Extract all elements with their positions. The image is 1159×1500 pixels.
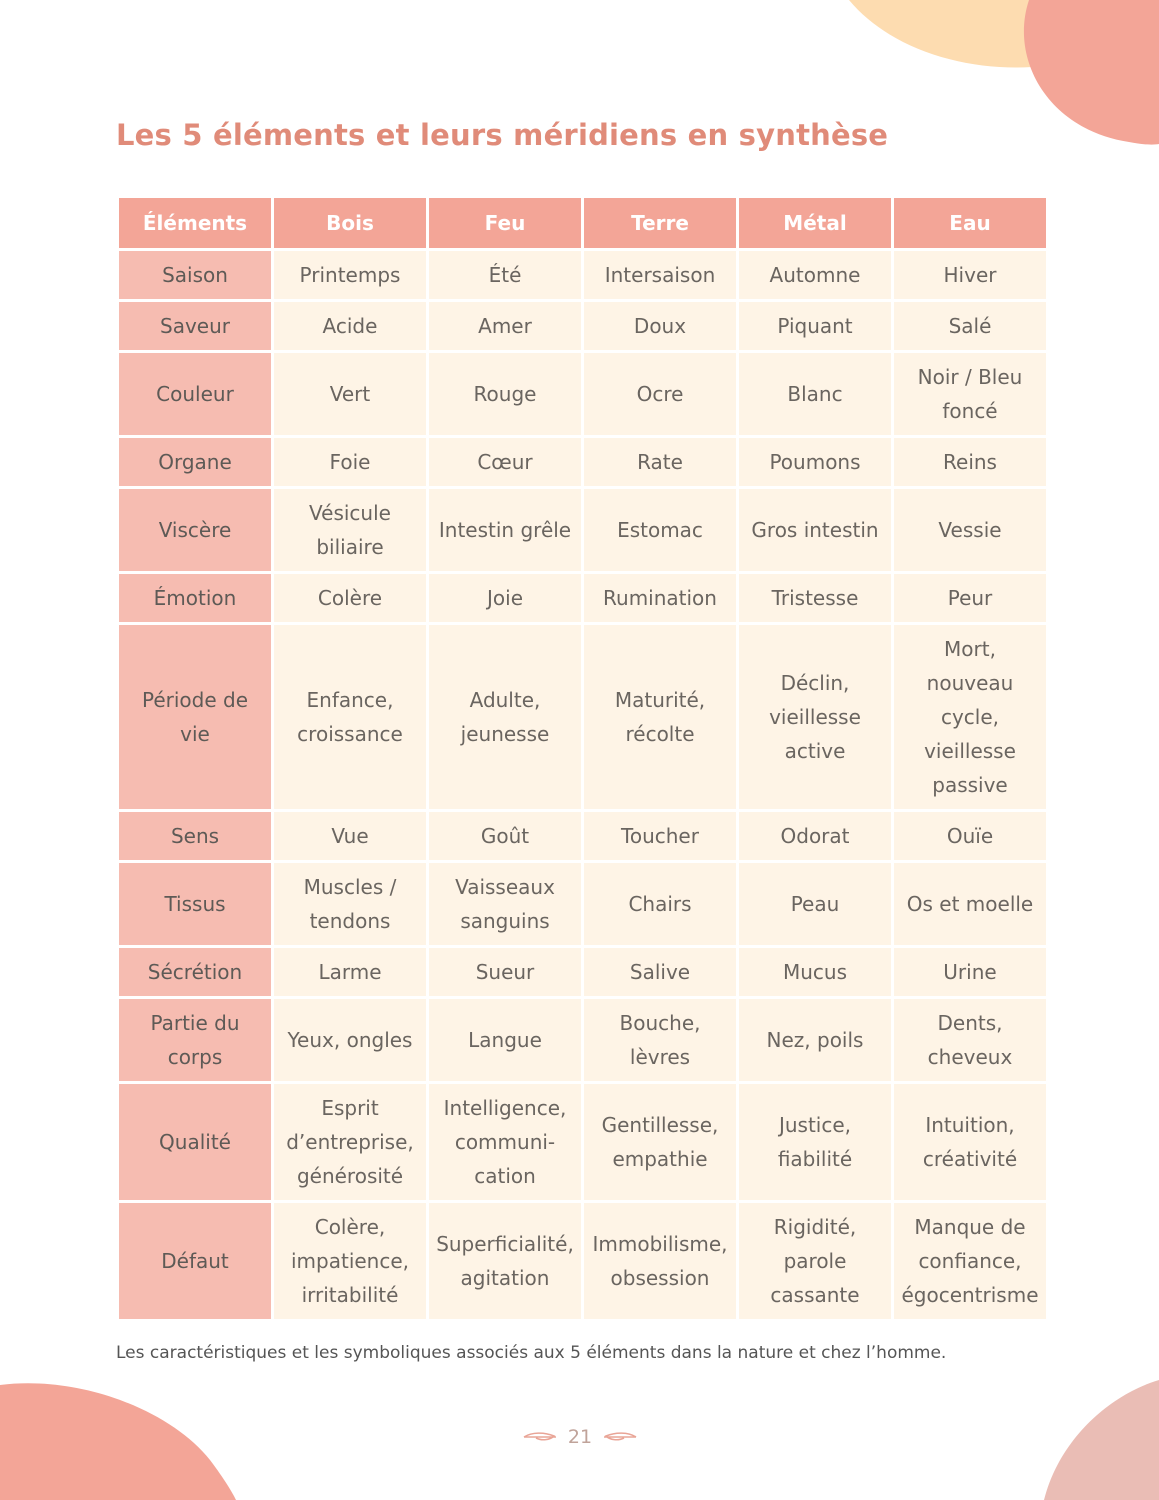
- table-cell: Foie: [274, 438, 426, 486]
- table-cell: Peau: [739, 863, 891, 945]
- table-cell: Hiver: [894, 251, 1046, 299]
- header-metal: Métal: [739, 198, 891, 248]
- row-label: Viscère: [119, 489, 271, 571]
- table-cell: Goût: [429, 812, 581, 860]
- table-row: [119, 625, 1046, 809]
- table-cell: Amer: [429, 302, 581, 350]
- table-row: [119, 1203, 1046, 1319]
- table-cell: Mort, nouveau cycle, vieillesse passive: [894, 625, 1046, 809]
- table-cell: Gros intestin: [739, 489, 891, 571]
- synthesis-table: [116, 195, 1049, 1322]
- header-bois: Bois: [274, 198, 426, 248]
- bottom-left-blob-decoration: [0, 1380, 240, 1500]
- table-cell: Dents, cheveux: [894, 999, 1046, 1081]
- table-cell: Sueur: [429, 948, 581, 996]
- table-row: [119, 1084, 1046, 1200]
- header-feu: Feu: [429, 198, 581, 248]
- table-cell: Noir / Bleu foncé: [894, 353, 1046, 435]
- table-cell: Salive: [584, 948, 736, 996]
- table-caption: Les caractéristiques et les symboliques associés aux 5 éléments dans la nature et chez l’homme.: [116, 1343, 947, 1363]
- table-cell: Odorat: [739, 812, 891, 860]
- page-number: 21: [567, 1426, 593, 1448]
- table-cell: Nez, poils: [739, 999, 891, 1081]
- table-row: [119, 353, 1046, 435]
- table-cell: Justice, fiabilité: [739, 1084, 891, 1200]
- table-cell: Muscles / tendons: [274, 863, 426, 945]
- row-label: Émotion: [119, 574, 271, 622]
- table-cell: Automne: [739, 251, 891, 299]
- table-cell: Vésicule biliaire: [274, 489, 426, 571]
- table-row: [119, 999, 1046, 1081]
- table-cell: Chairs: [584, 863, 736, 945]
- table-cell: Rigidité, parole cassante: [739, 1203, 891, 1319]
- table-cell: Cœur: [429, 438, 581, 486]
- row-label: Couleur: [119, 353, 271, 435]
- table-cell: Langue: [429, 999, 581, 1081]
- table-cell: Toucher: [584, 812, 736, 860]
- table-cell: Rumination: [584, 574, 736, 622]
- table-cell: Vert: [274, 353, 426, 435]
- table-cell: Bouche, lèvres: [584, 999, 736, 1081]
- table-cell: Os et moelle: [894, 863, 1046, 945]
- row-label: Saveur: [119, 302, 271, 350]
- table-cell: Doux: [584, 302, 736, 350]
- table-row: [119, 863, 1046, 945]
- table-cell: Été: [429, 251, 581, 299]
- row-label: Sens: [119, 812, 271, 860]
- row-label: Défaut: [119, 1203, 271, 1319]
- header-eau: Eau: [894, 198, 1046, 248]
- table-cell: Adulte, jeunesse: [429, 625, 581, 809]
- row-label: Organe: [119, 438, 271, 486]
- table-cell: Superficialité, agitation: [429, 1203, 581, 1319]
- table-row: [119, 251, 1046, 299]
- table-cell: Intestin grêle: [429, 489, 581, 571]
- table-cell: Salé: [894, 302, 1046, 350]
- table-cell: Esprit d’entreprise, générosité: [274, 1084, 426, 1200]
- table-cell: Rouge: [429, 353, 581, 435]
- table-cell: Estomac: [584, 489, 736, 571]
- table-cell: Colère, impatience, irritabilité: [274, 1203, 426, 1319]
- table-row: [119, 574, 1046, 622]
- table-cell: Ocre: [584, 353, 736, 435]
- table-row: [119, 438, 1046, 486]
- page-number-footer: [520, 1422, 640, 1452]
- row-label: Tissus: [119, 863, 271, 945]
- table-cell: Manque de confiance, égocentrisme: [894, 1203, 1046, 1319]
- row-label: Période de vie: [119, 625, 271, 809]
- right-ornament-icon: [602, 1430, 638, 1444]
- table-row: [119, 812, 1046, 860]
- bottom-right-blob-decoration: [1039, 1380, 1159, 1500]
- table-cell: Immobilisme, obsession: [584, 1203, 736, 1319]
- table-cell: Poumons: [739, 438, 891, 486]
- header-terre: Terre: [584, 198, 736, 248]
- table-cell: Vaisseaux sanguins: [429, 863, 581, 945]
- table-row: [119, 489, 1046, 571]
- table-cell: Piquant: [739, 302, 891, 350]
- table-cell: Intelligence, communi-cation: [429, 1084, 581, 1200]
- header-elements: Éléments: [119, 198, 271, 248]
- table-cell: Larme: [274, 948, 426, 996]
- table-cell: Blanc: [739, 353, 891, 435]
- table-cell: Printemps: [274, 251, 426, 299]
- row-label: Qualité: [119, 1084, 271, 1200]
- row-label: Partie du corps: [119, 999, 271, 1081]
- table-cell: Urine: [894, 948, 1046, 996]
- table-header-row: [119, 198, 1046, 248]
- table-cell: Mucus: [739, 948, 891, 996]
- left-ornament-icon: [522, 1430, 558, 1444]
- table-row: [119, 948, 1046, 996]
- table-cell: Acide: [274, 302, 426, 350]
- table-cell: Intersaison: [584, 251, 736, 299]
- table-cell: Yeux, ongles: [274, 999, 426, 1081]
- page-title: Les 5 éléments et leurs méridiens en synthèse: [116, 118, 889, 152]
- table-cell: Reins: [894, 438, 1046, 486]
- table-cell: Ouïe: [894, 812, 1046, 860]
- row-label: Saison: [119, 251, 271, 299]
- table-cell: Peur: [894, 574, 1046, 622]
- table-cell: Déclin, vieillesse active: [739, 625, 891, 809]
- table-cell: Intuition, créativité: [894, 1084, 1046, 1200]
- top-right-blob-decoration: [849, 0, 1159, 150]
- row-label: Sécrétion: [119, 948, 271, 996]
- table-cell: Gentillesse, empathie: [584, 1084, 736, 1200]
- table-cell: Vue: [274, 812, 426, 860]
- table-cell: Colère: [274, 574, 426, 622]
- table-cell: Vessie: [894, 489, 1046, 571]
- table-cell: Joie: [429, 574, 581, 622]
- table-cell: Enfance, croissance: [274, 625, 426, 809]
- table-cell: Rate: [584, 438, 736, 486]
- table-row: [119, 302, 1046, 350]
- table-cell: Tristesse: [739, 574, 891, 622]
- table-cell: Maturité, récolte: [584, 625, 736, 809]
